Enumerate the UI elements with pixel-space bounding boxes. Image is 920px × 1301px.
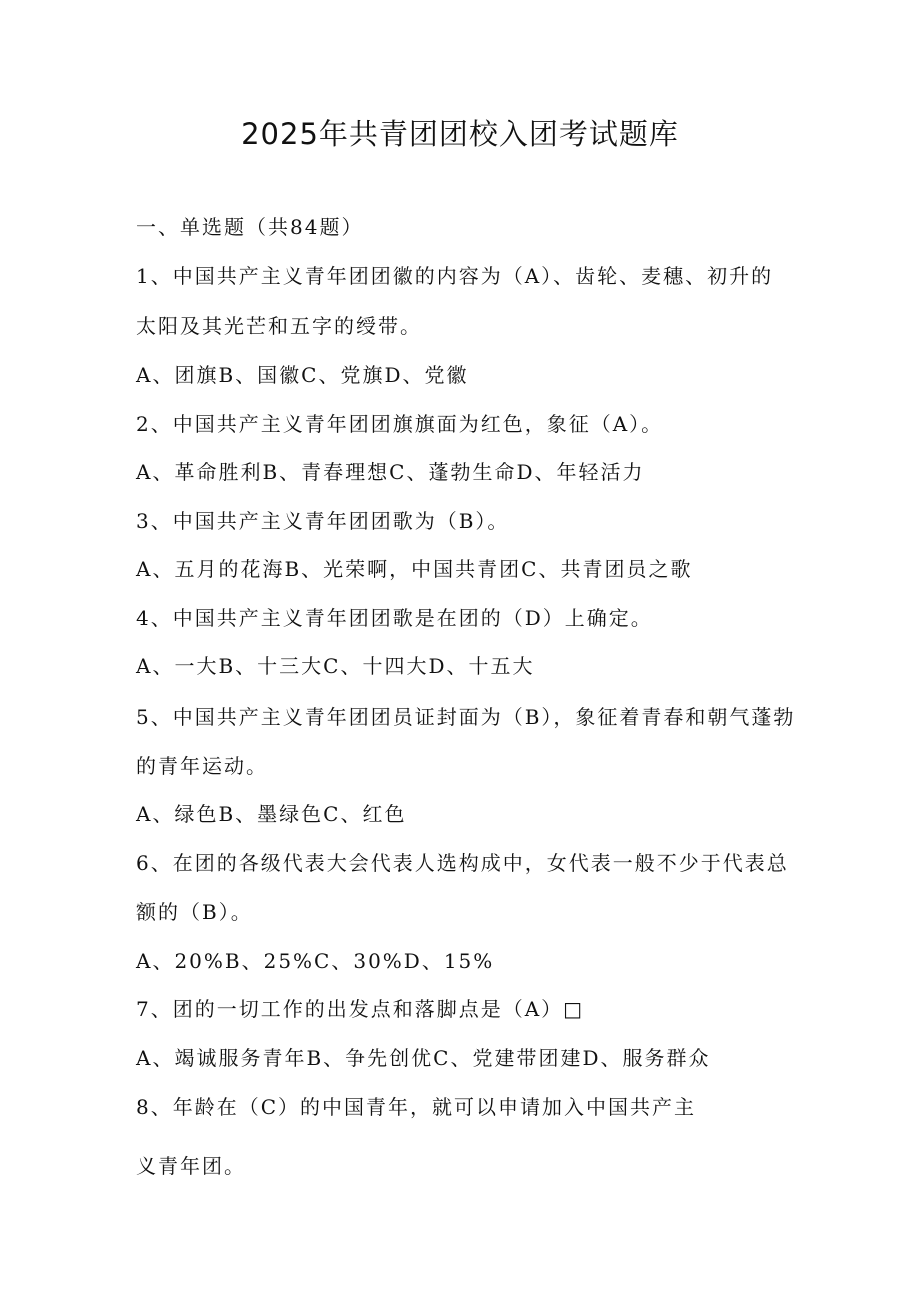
question-1-stem-line-1: 1、中国共产主义青年团团徽的内容为（A）、齿轮、麦穗、初升的 [136, 264, 774, 288]
question-2-stem-line-1: 2、中国共产主义青年团团旗旗面为红色，象征（A）。 [136, 412, 664, 436]
question-6-options: A、20%B、25%C、30%D、15% [136, 949, 495, 973]
question-3-stem-line-1: 3、中国共产主义青年团团歌为（B）。 [136, 509, 510, 533]
question-2-options: A、革命胜利B、青春理想C、蓬勃生命D、年轻活力 [136, 460, 645, 484]
question-8-stem-line-1: 8、年龄在（C）的中国青年，就可以申请加入中国共产主 [136, 1095, 697, 1119]
question-1-options: A、团旗B、国徽C、党旗D、党徽 [136, 363, 469, 387]
question-6-stem-line-2: 额的（B）。 [136, 900, 253, 924]
question-3-options: A、五月的花海B、光荣啊，中国共青团C、共青团员之歌 [136, 557, 693, 581]
question-5-options: A、绿色B、墨绿色C、红色 [136, 802, 407, 826]
question-6-stem-line-1: 6、在团的各级代表大会代表人选构成中，女代表一般不少于代表总 [136, 851, 789, 875]
question-4-options: A、一大B、十三大C、十四大D、十五大 [136, 654, 535, 678]
question-5-stem-line-2: 的青年运动。 [136, 754, 268, 778]
question-7-stem-line-1: 7、团的一切工作的出发点和落脚点是（A）□ [136, 997, 585, 1021]
question-1-stem-line-2: 太阳及其光芒和五字的绶带。 [136, 314, 422, 338]
document-title: 2025年共青团团校入团考试题库 [241, 117, 679, 151]
question-8-stem-line-2: 义青年团。 [136, 1154, 246, 1178]
question-5-stem-line-1: 5、中国共产主义青年团团员证封面为（B），象征着青春和朝气蓬勃 [136, 705, 796, 729]
question-7-options: A、竭诚服务青年B、争先创优C、党建带团建D、服务群众 [136, 1046, 711, 1070]
section-heading: 一、单选题（共84题） [136, 215, 364, 239]
question-4-stem-line-1: 4、中国共产主义青年团团歌是在团的（D）上确定。 [136, 606, 653, 630]
